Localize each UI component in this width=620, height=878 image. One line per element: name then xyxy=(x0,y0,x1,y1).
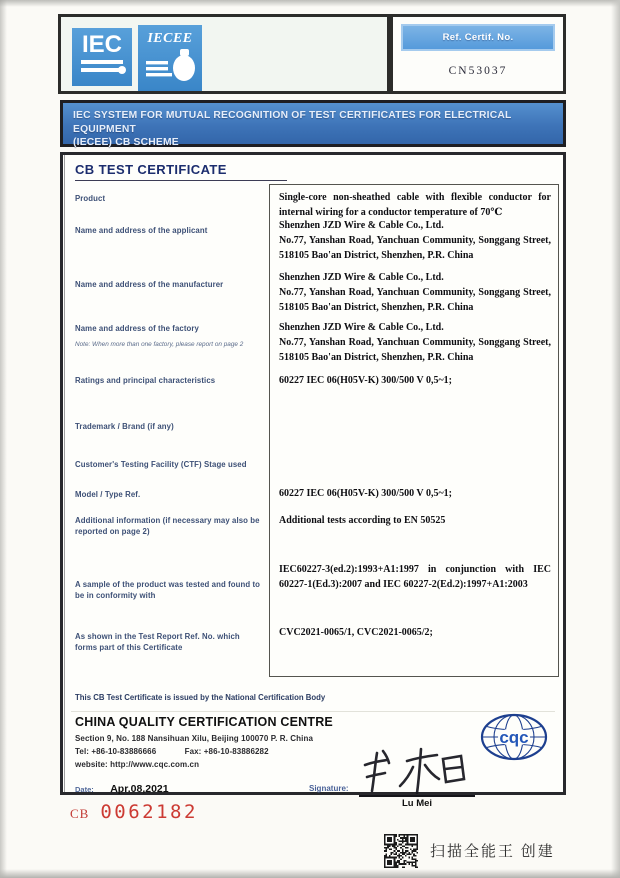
ncb-telfax xyxy=(75,747,269,756)
manufacturer-address: No.77, Yanshan Road, Yanchuan Community, Songgang Street, 518105 Bao'an District, Shenzhen, P.R. China xyxy=(279,287,551,313)
manufacturer-name: Shenzhen JZD Wire & Cable Co., Ltd. xyxy=(279,272,444,283)
scan-edge-right xyxy=(611,0,620,878)
signature-label: Signature: xyxy=(309,784,349,793)
ref-certif-box xyxy=(390,14,566,94)
iecee-plug-icon xyxy=(143,49,197,83)
ncb-website: website: http://www.cqc.com.cn xyxy=(75,760,200,769)
ref-certif-number: CN53037 xyxy=(448,65,508,77)
ref-certif-label: Ref. Certif. No. xyxy=(401,24,555,51)
date-value: Apr.08,2021 xyxy=(110,783,169,795)
cb-stamp-prefix: CB xyxy=(70,806,90,821)
scheme-banner-line2: (IECEE) CB SCHEME xyxy=(73,137,179,149)
factory-note: Note: When more than one factory, please report on page 2 xyxy=(75,341,244,348)
applicant-name: Shenzhen JZD Wire & Cable Co., Ltd. xyxy=(279,220,444,231)
issuer-note: This CB Test Certificate is issued by the National Certification Body xyxy=(75,693,326,702)
factory-label: Name and address of the factory xyxy=(75,324,199,333)
iec-logo-bar xyxy=(81,60,123,64)
iec-logo xyxy=(72,28,132,86)
values-box xyxy=(269,184,559,677)
cb-stamp xyxy=(70,801,198,823)
signatory-name: Lu Mei xyxy=(401,798,433,809)
iecee-logo xyxy=(138,25,202,91)
ratings-label: Ratings and principal characteristics xyxy=(75,376,216,385)
iec-logo-text: IEC xyxy=(81,31,122,58)
iecee-logo-text: IECEE xyxy=(147,31,193,46)
scan-edge-bottom xyxy=(0,869,620,878)
footer-divider xyxy=(71,711,555,712)
test-report-value: CVC2021-0065/1, CVC2021-0065/2; xyxy=(279,627,433,638)
factory-address: No.77, Yanshan Road, Yanchuan Community, Songgang Street, 518105 Bao'an District, Shenzhen, P.R. China xyxy=(279,337,551,363)
factory-name: Shenzhen JZD Wire & Cable Co., Ltd. xyxy=(279,322,444,333)
scan-edge-top xyxy=(0,0,620,7)
scanner-watermark-text: 扫描全能王 创建 xyxy=(430,844,555,860)
iec-logo-bar xyxy=(81,68,123,72)
test-report-label: As shown in the Test Report Ref. No. which forms part of this Certificate xyxy=(75,632,240,653)
conformity-label: A sample of the product was tested and found to be in conformity with xyxy=(75,580,261,601)
ratings-value: 60227 IEC 06(H05V-K) 300/500 V 0,5~1; xyxy=(279,375,452,386)
applicant-address: No.77, Yanshan Road, Yanchuan Community, Songgang Street, 518105 Bao'an District, Shenzhen, P.R. China xyxy=(279,235,551,261)
qr-code xyxy=(384,834,418,868)
certificate-title: CB TEST CERTIFICATE xyxy=(75,162,287,181)
date-row xyxy=(75,779,169,797)
ctf-label: Customer's Testing Facility (CTF) Stage used xyxy=(75,460,247,469)
header-logos-box xyxy=(58,14,390,94)
product-value: Single-core non-sheathed cable with flexible conductor for internal wiring for a conductor temperature of 70℃ xyxy=(279,192,551,218)
model-value: 60227 IEC 06(H05V-K) 300/500 V 0,5~1; xyxy=(279,488,452,499)
ncb-tel: Tel: +86-10-83886666 xyxy=(75,747,157,756)
certificate-body xyxy=(60,152,566,809)
iec-logo-dot xyxy=(118,66,126,74)
scheme-banner-line1: IEC SYSTEM FOR MUTUAL RECOGNITION OF TEST CERTIFICATES FOR ELECTRICAL EQUIPMENT xyxy=(73,110,512,135)
ncb-name: CHINA QUALITY CERTIFICATION CENTRE xyxy=(75,715,333,729)
applicant-label: Name and address of the applicant xyxy=(75,226,208,235)
ncb-address: Section 9, No. 188 Nansihuan Xilu, Beijing 100070 P. R. China xyxy=(75,734,314,743)
product-label: Product xyxy=(75,194,106,203)
conformity-value: IEC60227-3(ed.2):1993+A1:1997 in conjunction with IEC 60227-1(Ed.3):2007 and IEC 60227-2(Ed.2):1997+A1:2003 xyxy=(279,564,551,590)
scan-edge-left xyxy=(0,0,7,878)
date-label: Date: xyxy=(75,785,94,794)
scheme-banner xyxy=(60,100,566,147)
scan-ghost-line xyxy=(64,155,65,792)
cb-stamp-number: 0062182 xyxy=(100,801,198,823)
manufacturer-label: Name and address of the manufacturer xyxy=(75,280,224,289)
additional-info-label: Additional information (if necessary may also be reported on page 2) xyxy=(75,516,260,537)
cqc-logo xyxy=(479,713,549,761)
model-label: Model / Type Ref. xyxy=(75,490,141,499)
cqc-logo-text: cqc xyxy=(499,728,529,747)
additional-info-value: Additional tests according to EN 50525 xyxy=(279,515,446,526)
handwritten-signature xyxy=(355,743,475,799)
signature-line xyxy=(359,795,475,797)
trademark-label: Trademark / Brand (if any) xyxy=(75,422,174,431)
ncb-fax: Fax: +86-10-83886282 xyxy=(184,747,269,756)
